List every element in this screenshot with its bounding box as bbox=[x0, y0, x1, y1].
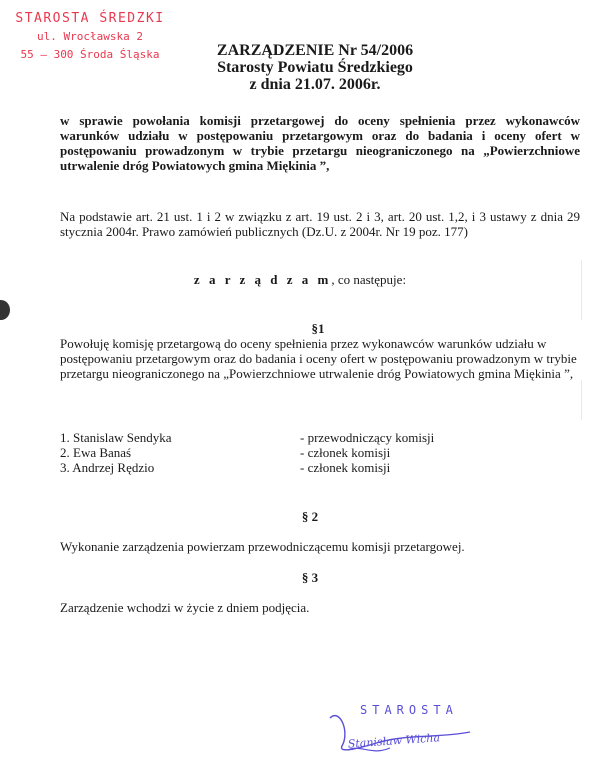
section-3-text: Zarządzenie wchodzi w życie z dniem podjęcia. bbox=[60, 600, 310, 615]
member-role: - przewodniczący komisji bbox=[300, 430, 435, 445]
document-header bbox=[180, 42, 450, 93]
signature-stamp-title: STAROSTA bbox=[360, 703, 458, 717]
signature-stamp-name: Stanisław Wicha bbox=[347, 731, 441, 751]
document-subtitle: Starosty Powiatu Średzkiego bbox=[217, 59, 413, 76]
committee-members-list bbox=[60, 430, 580, 475]
signature-stamp bbox=[320, 698, 520, 758]
legal-basis-paragraph: Na podstawie art. 21 ust. 1 i 2 w związku z art. 19 ust. 2 i 3, art. 20 ust. 1,2, i 3 ustawy z dnia 29 stycznia 2004r. Prawo zamówień publicznych (Dz.U. z 2004r. Nr 19 poz. 177) bbox=[60, 209, 580, 239]
stamp-line-2: ul. Wrocławska 2 bbox=[37, 30, 143, 43]
subject-paragraph: w sprawie powołania komisji przetargowej do oceny spełnienia przez wykonawców warunków udziału w postępowaniu przetargowym oraz do badania i oceny ofert w postępowaniu prowadzonym w trybie przetargu nieograniczonego na „Powierzchniowe utrwalenie dróg Powiatowych gmina Miękinia ”, bbox=[60, 113, 580, 173]
stamp-line-3: 55 – 300 Środa Śląska bbox=[20, 48, 160, 61]
order-word: z a r z ą d z a m bbox=[193, 272, 332, 287]
member-name: 3. Andrzej Rędzio bbox=[60, 460, 155, 475]
member-row bbox=[60, 460, 580, 475]
member-role: - członek komisji bbox=[300, 445, 391, 460]
section-2-title: § 2 bbox=[301, 509, 319, 524]
section-2-text: Wykonanie zarządzenia powierzam przewodniczącemu komisji przetargowej. bbox=[60, 539, 465, 554]
member-role: - członek komisji bbox=[300, 460, 391, 475]
paper-crease bbox=[581, 260, 582, 320]
punch-hole-mark bbox=[0, 300, 10, 320]
member-name: 2. Ewa Banaś bbox=[60, 445, 132, 460]
section-1-title: §1 bbox=[311, 321, 325, 336]
stamp-line-1: STAROSTA ŚREDZKI bbox=[15, 11, 165, 26]
document-title: ZARZĄDZENIE Nr 54/2006 bbox=[216, 42, 414, 59]
office-stamp bbox=[0, 10, 180, 64]
member-row bbox=[60, 430, 580, 445]
document-date: z dnia 21.07. 2006r. bbox=[249, 76, 381, 93]
paper-crease bbox=[581, 380, 582, 420]
section-1-text: Powołuję komisję przetargową do oceny spełnienia przez wykonawców warunków udziału w postępowaniu przetargowym oraz do badania i oceny ofert w postępowaniu prowadzonym w trybie przetargu nieograniczonego na „Powierzchniowe utrwalenie dróg Powiatowych gmina Miękinia ”, bbox=[60, 336, 577, 381]
section-3-title: § 3 bbox=[301, 570, 319, 585]
member-name: 1. Stanislaw Sendyka bbox=[60, 430, 172, 445]
order-rest: , co następuje: bbox=[331, 272, 407, 287]
member-row bbox=[60, 445, 580, 460]
order-line bbox=[0, 272, 600, 287]
